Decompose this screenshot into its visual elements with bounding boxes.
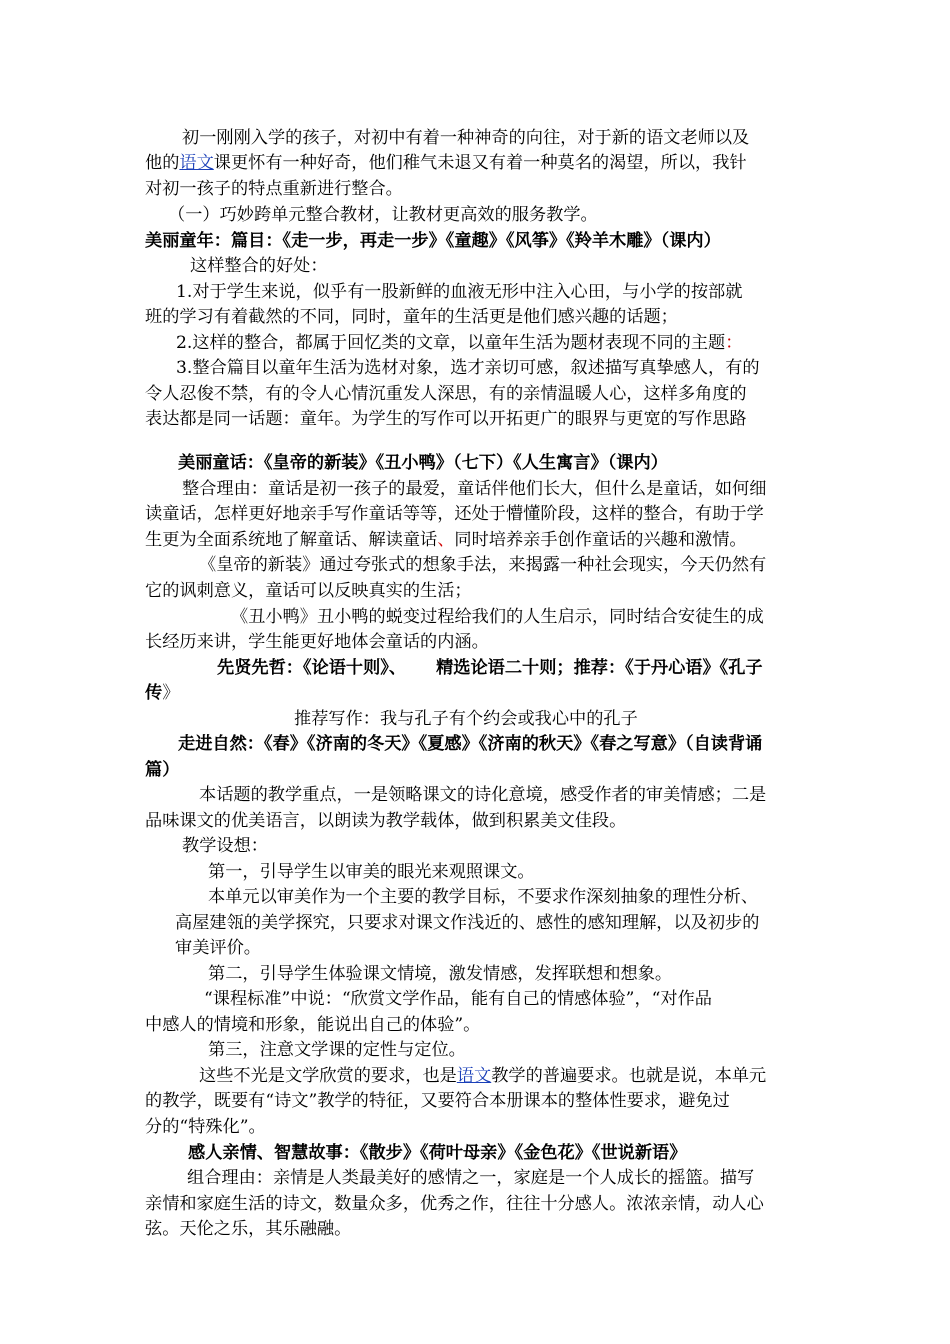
heading-beautiful-fairy-tales: 美丽童话：《皇帝的新装》《丑小鸭》（七下）《人生寓言》（课内） xyxy=(178,453,668,473)
unit-line-1: 本单元以审美作为一个主要的教学目标，不要求作深刻抽象的理性分析、 xyxy=(208,887,759,907)
point-first: 第一，引导学生以审美的眼光来观照课文。 xyxy=(208,862,535,882)
general-line-1: 这些不光是文学欣赏的要求，也是语文教学的普遍要求。也就是说，本单元 xyxy=(199,1066,767,1086)
general-line-2: 的教学，既要有“诗文”教学的特征，又要符合本册课本的整体性要求，避免过 xyxy=(145,1091,730,1111)
family-reason-line-2: 亲情和家庭生活的诗文，数量众多，优秀之作，往往十分感人。浓浓亲情，动人心 xyxy=(145,1194,764,1214)
benefit-1-line-2: 班的学习有着截然的不同，同时，童年的生活更是他们感兴趣的话题； xyxy=(145,307,678,327)
heading-family-wisdom: 感人亲情、智慧故事：《散步》《荷叶母亲》《金色花》《世说新语》 xyxy=(188,1143,687,1163)
writing-recommendation: 推荐写作：我与孔子有个约会或我心中的孔子 xyxy=(294,709,638,729)
yuwen-link[interactable]: 语文 xyxy=(179,153,214,173)
duckling-line-1: 《丑小鸭》丑小鸭的蜕变过程给我们的人生启示，同时结合安徒生的成 xyxy=(231,607,764,627)
teaching-idea-label: 教学设想： xyxy=(182,836,268,856)
general-line-3: 分的“特殊化”。 xyxy=(145,1117,266,1137)
heading-sages-line-2: 传》 xyxy=(145,683,180,703)
duckling-line-2: 长经历来讲，学生能更好地体会童话的内涵。 xyxy=(145,632,489,652)
fairy-reason-line-1: 整合理由：童话是初一孩子的最爱，童话伴他们长大，但什么是童话，如何细 xyxy=(182,479,767,499)
point-third: 第三，注意文学课的定性与定位。 xyxy=(208,1040,466,1060)
unit-line-3: 审美评价。 xyxy=(175,938,261,958)
standard-line-1: “课程标准”中说：“欣赏文学作品，能有自己的情感体验”，“对作品 xyxy=(204,989,712,1009)
intro-paragraph-line-1: 初一刚刚入学的孩子，对初中有着一种神奇的向往，对于新的语文老师以及 xyxy=(182,128,750,148)
benefits-intro: 这样整合的好处： xyxy=(190,256,328,276)
yuwen-link-2[interactable]: 语文 xyxy=(456,1066,492,1086)
heading-sages-line-1: 先贤先哲：《论语十则》、 精选论语二十则；推荐：《于丹心语》《孔子 xyxy=(217,658,763,678)
benefit-3-line-1: 3.整合篇目以童年生活为选材对象，选才亲切可感，叙述描写真挚感人，有的 xyxy=(176,358,760,378)
benefit-1-line-1: 1.对于学生来说，似乎有一股新鲜的血液无形中注入心田，与小学的按部就 xyxy=(176,282,743,302)
intro-paragraph-line-2: 他的语文课更怀有一种好奇，他们稚气未退又有着一种莫名的渴望，所以，我针 xyxy=(145,153,747,173)
fairy-reason-line-2: 读童话，怎样更好地亲手写作童话等等，还处于懵懂阶段，这样的整合，有助于学 xyxy=(145,504,764,524)
emperor-line-1: 《皇帝的新装》通过夸张式的想象手法，来揭露一种社会现实，今天仍然有 xyxy=(199,555,767,575)
unit-line-2: 高屋建瓴的美学探究，只要求对课文作浅近的、感性的感知理解，以及初步的 xyxy=(175,913,760,933)
family-reason-line-3: 弦。天伦之乐，其乐融融。 xyxy=(145,1219,352,1239)
heading-into-nature-line-2: 篇） xyxy=(145,760,180,780)
fairy-reason-line-3: 生更为全面系统地了解童话、解读童话、同时培养亲手创作童话的兴趣和激情。 xyxy=(145,530,747,550)
benefit-3-line-2: 令人忍俊不禁，有的令人心情沉重发人深思，有的亲情温暖人心，这样多角度的 xyxy=(145,384,747,404)
benefit-3-line-3: 表达都是同一话题：童年。为学生的写作可以开拓更广的眼界与更宽的写作思路 xyxy=(145,409,747,429)
heading-beautiful-childhood: 美丽童年：篇目：《走一步，再走一步》《童趣》《风筝》《羚羊木雕》（课内） xyxy=(145,231,721,251)
emperor-line-2: 它的讽刺意义，童话可以反映真实的生活； xyxy=(145,581,472,601)
intro-paragraph-line-3: 对初一孩子的特点重新进行整合。 xyxy=(145,179,403,199)
standard-line-2: 中感人的情境和形象，能说出自己的体验”。 xyxy=(145,1015,481,1035)
point-second: 第二，引导学生体验课文情境，激发情感，发挥联想和想象。 xyxy=(208,964,673,984)
nature-focus-line-2: 品味课文的优美语言，以朗读为教学载体，做到积累美文佳段。 xyxy=(145,811,627,831)
nature-focus-line-1: 本话题的教学重点，一是领略课文的诗化意境，感受作者的审美情感；二是 xyxy=(199,785,767,805)
benefit-2: 2.这样的整合，都属于回忆类的文章，以童年生活为题材表现不同的主题： xyxy=(176,333,743,353)
heading-into-nature-line-1: 走进自然：《春》《济南的冬天》《夏感》《济南的秋天》《春之写意》（自读背诵 xyxy=(178,734,763,754)
section-heading-1: （一）巧妙跨单元整合教材，让教材更高效的服务教学。 xyxy=(168,205,598,225)
family-reason-line-1: 组合理由：亲情是人类最美好的感情之一，家庭是一个人成长的摇篮。描写 xyxy=(187,1168,755,1188)
